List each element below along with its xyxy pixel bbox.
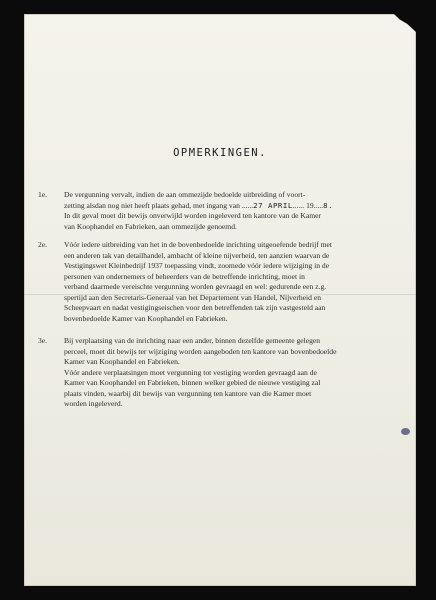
text-line: plaats vinden, waarbij dit bewijs van vergunning ten kantore van die Kamer moet <box>64 388 312 398</box>
dotted-leader: ...... <box>292 200 307 210</box>
text-line: worden ingeleverd. <box>64 399 123 408</box>
text-line: Vóór andere verplaatsingen moet vergunning tot vestiging worden gevraagd aan de <box>64 367 317 377</box>
year-prefix: 19 <box>306 200 314 210</box>
page-title: OPMERKINGEN. <box>173 147 267 159</box>
text-line: Bij verplaatsing van de inrichting naar een ander, binnen dezelfde gemeente gelegen <box>64 336 321 345</box>
text-line: Vóór iedere uitbreiding van het in de bovenbedoelde inrichting uitgeoefende bedrijf met <box>64 240 333 249</box>
dotted-leader: ..... <box>313 200 324 210</box>
remark-2 <box>38 240 404 324</box>
remark-3 <box>38 336 404 410</box>
document-page <box>24 14 416 586</box>
remark-number: 1e. <box>38 190 48 199</box>
text-line: De vergunning vervalt, indien de aan ommezijde bedoelde uitbreiding of voort- <box>64 190 306 199</box>
ink-spot <box>401 428 410 435</box>
remark-number: 2e. <box>38 240 48 249</box>
typed-date: 27 APRIL <box>253 200 293 210</box>
typed-year: 8. <box>323 200 334 210</box>
text-line: spertijd aan den Secretaris-Generaal van het Departement van Handel, Nijverheid en <box>64 292 322 302</box>
text-line: Vestigingswet Kleinbedrijf 1937 toepassing vindt, zoomede vóór iedere wijziging in de <box>64 261 330 270</box>
text-line: van Koophandel en Fabrieken, aan ommezijde genoemd. <box>64 221 237 231</box>
dotted-leader: ...... <box>241 200 254 210</box>
text-line: bovenbedoelde Kamer van Koophandel en Fabrieken. <box>64 313 228 323</box>
text-line: Kamer van Koophandel en Fabrieken. <box>64 357 180 366</box>
text-line: personen van ondernemers of beheerders van de betreffende inrichting, moet in <box>64 271 305 281</box>
text-line: een anderen tak van detailhandel, ambacht of kleine nijverheid, ten aanzien waarvan de <box>64 250 330 260</box>
remark-1 <box>38 190 404 232</box>
remark-number: 3e. <box>38 336 48 345</box>
text-line: Kamer van Koophandel en Fabrieken, binnen welker gebied de nieuwe vestiging zal <box>64 378 321 387</box>
torn-corner <box>394 14 416 32</box>
text-line: perceel, moet dit bewijs ter wijziging worden aangeboden ten kantore van bovenbedoelde <box>64 346 337 356</box>
text-line: verband daarmede vereischte vergunning worden gevraagd en wel: gedurende een z.g. <box>64 282 327 291</box>
text-line: In dit geval moet dit bewijs onverwijld worden ingeleverd ten kantore van de Kamer <box>64 211 322 220</box>
text-line-with-date <box>64 201 404 212</box>
text-line: Scheepvaart en nadat vestigingseischen voor den betreffenden tak zijn vastgesteld aan <box>64 303 326 312</box>
text-line: zetting alsdan nog niet heeft plaats gehad, met ingang van <box>64 200 240 210</box>
